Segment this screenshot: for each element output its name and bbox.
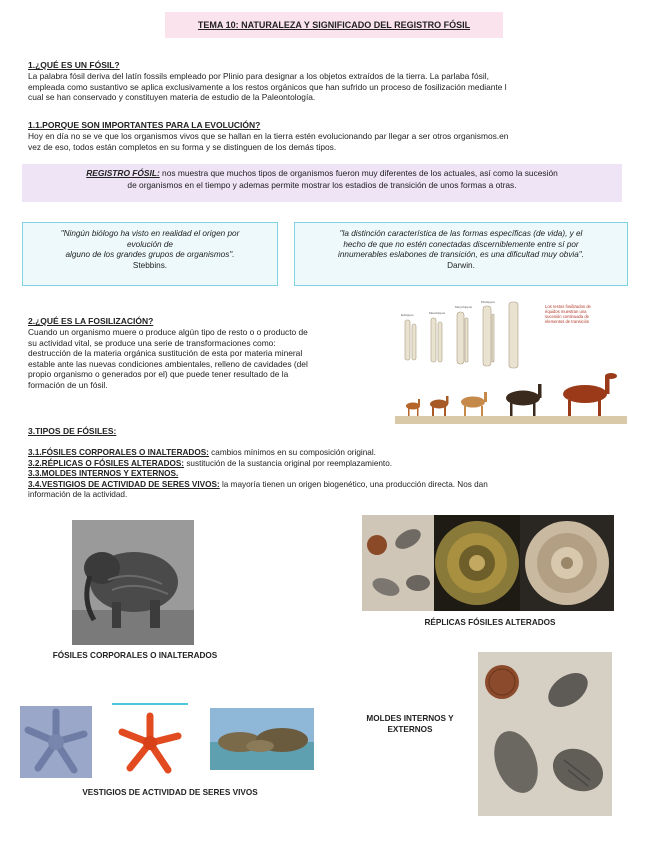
section-2-line: destrucción de la materia orgánica sustitución de esta por materia mineral bbox=[28, 348, 303, 359]
section-2-body bbox=[28, 327, 388, 391]
horse-figure-caption-line: elementos de transición bbox=[545, 319, 590, 324]
registro-fosil-text: nos muestra que muchos tipos de organismos fueron muy diferentes de los actuales, así como la sucesión bbox=[159, 168, 558, 178]
caption-moldes-line-2: EXTERNOS bbox=[387, 725, 433, 734]
svg-text:Merychippus: Merychippus bbox=[455, 305, 473, 309]
section-1-1-body bbox=[28, 131, 628, 152]
section-1-1-line: Hoy en día no se ve que los organismos vivos que se hallan en la tierra estén evolucionando par llegar a ser otros organismos.en bbox=[28, 131, 509, 141]
quote-line: "Ningún biólogo ha visto en realidad el origen por bbox=[60, 229, 240, 238]
quote-author: Stebbins. bbox=[132, 260, 168, 270]
vestigios-photo-2 bbox=[112, 712, 188, 774]
registro-fosil-label: REGISTRO FÓSIL: bbox=[86, 168, 160, 178]
horse-figure-caption-line: Los restos fosilizados de bbox=[545, 304, 591, 309]
fossil-type-label: 3.4.VESTIGIOS DE ACTIVIDAD DE SERES VIVOS: bbox=[28, 479, 220, 489]
registro-fosil-box bbox=[22, 164, 622, 202]
section-1-body bbox=[28, 71, 628, 103]
horse-evolution-illustration bbox=[395, 298, 627, 430]
section-2-heading: 2.¿QUÉ ES LA FOSILIZACIÓN? bbox=[28, 316, 154, 326]
caption-replicas: RÉPLICAS FÓSILES ALTERADOS bbox=[424, 618, 556, 627]
corporales-photo bbox=[72, 520, 194, 645]
section-1-line: cual se han conservado y constituyen materia de estudio de la Paleontología. bbox=[28, 92, 316, 103]
fossil-type-label: 3.3.MOLDES INTERNOS Y EXTERNOS. bbox=[28, 469, 179, 479]
caption-moldes-line-1: MOLDES INTERNOS Y bbox=[366, 714, 454, 723]
quote-author: Darwin. bbox=[447, 260, 475, 270]
fossil-types-list bbox=[28, 448, 628, 501]
vestigios-photo-3 bbox=[210, 708, 314, 770]
section-2-line: estable ante las nuevas condiciones ambientales, relleno de cavidades (del bbox=[28, 358, 308, 369]
section-2-line: Cuando un organismo muere o produce algún tipo de resto o o producto de bbox=[28, 327, 308, 337]
fossil-type-text: cambios mínimos en su composición original. bbox=[208, 448, 376, 457]
quote-line: hecho de que no estén conectadas discerniblemente entre sí por bbox=[343, 239, 579, 249]
fossil-type-label: 3.1.FÓSILES CORPORALES O INALTERADOS: bbox=[28, 448, 209, 457]
horse-figure-caption-line: sucesión continuada de bbox=[545, 314, 590, 319]
fossil-type-item bbox=[28, 469, 628, 480]
section-1-1-line: vez de eso, todos están completos en su forma y se distinguen de los demás tipos. bbox=[28, 141, 337, 152]
fossil-type-text: la mayoría tienen un origen biogenético, una producción directa. Nos dan bbox=[219, 479, 488, 489]
caption-moldes bbox=[345, 713, 475, 735]
quote-stebbins bbox=[22, 222, 278, 286]
page-title bbox=[165, 12, 503, 38]
registro-fosil-text-2: de organismos en el tiempo y ademas permite mostrar los estadios de transición de unos formas a otras. bbox=[127, 180, 517, 190]
horse-figure-caption-line: équidos muestran una bbox=[545, 309, 587, 314]
quote-line: alguno de los grandes grupos de organismos". bbox=[65, 250, 235, 259]
page-title-text: TEMA 10: NATURALEZA Y SIGNIFICADO DEL REGISTRO FÓSIL bbox=[197, 20, 471, 30]
svg-text:Eohippus: Eohippus bbox=[401, 313, 414, 317]
quote-darwin bbox=[294, 222, 628, 286]
quote-line: innumerables eslabones de transición, es una dificultad muy obvia". bbox=[338, 250, 584, 259]
fossil-type-label: 3.2.RÉPLICAS O FÓSILES ALTERADOS: bbox=[28, 458, 185, 468]
section-1-1-heading: 1.1.PORQUE SON IMPORTANTES PARA LA EVOLUCIÓN? bbox=[28, 120, 261, 130]
section-1-line: La palabra fósil deriva del latín fossils empleado por Plinio para designar a los objetos extraídos de la tierra. La parlaba fósil, bbox=[28, 71, 489, 81]
vestigios-divider bbox=[112, 703, 188, 705]
section-2-line: propio organismo o generados por el) que puede tener resultado de la bbox=[28, 369, 289, 380]
vestigios-photo-1 bbox=[20, 706, 92, 778]
fossil-type-text: sustitución de la sustancia original por reemplazamiento. bbox=[184, 458, 393, 468]
section-1-heading: 1.¿QUÉ ES UN FÓSIL? bbox=[28, 60, 120, 70]
svg-text:Mesohippus: Mesohippus bbox=[429, 311, 446, 315]
fossil-type-item bbox=[28, 459, 628, 470]
horse-evolution-figure bbox=[395, 298, 627, 430]
quote-line: "la distinción característica de las formas específicas (de vida), y el bbox=[339, 229, 583, 238]
section-3-heading: 3.TIPOS DE FÓSILES: bbox=[28, 426, 117, 436]
fossil-type-item bbox=[28, 480, 628, 491]
svg-text:Pliohippus: Pliohippus bbox=[481, 300, 495, 304]
fossil-type-item bbox=[28, 448, 628, 459]
section-2-line: su actividad vital, se produce una serie de transformaciones como: bbox=[28, 337, 276, 348]
caption-corporales: FÓSILES CORPORALES O INALTERADOS bbox=[52, 651, 218, 660]
moldes-photo bbox=[478, 652, 612, 816]
caption-vestigios: VESTIGIOS DE ACTIVIDAD DE SERES VIVOS bbox=[82, 788, 258, 797]
fossil-type-continuation: información de la actividad. bbox=[28, 490, 128, 500]
quote-line: evolución de bbox=[127, 239, 173, 249]
section-1-line: empleada como sustantivo se aplica exclusivamente a los restos orgánicos que han sufrido un proceso de fosilización mediante l bbox=[28, 81, 507, 92]
replicas-photo bbox=[362, 515, 614, 611]
section-2-line: formación de un fósil. bbox=[28, 379, 108, 390]
